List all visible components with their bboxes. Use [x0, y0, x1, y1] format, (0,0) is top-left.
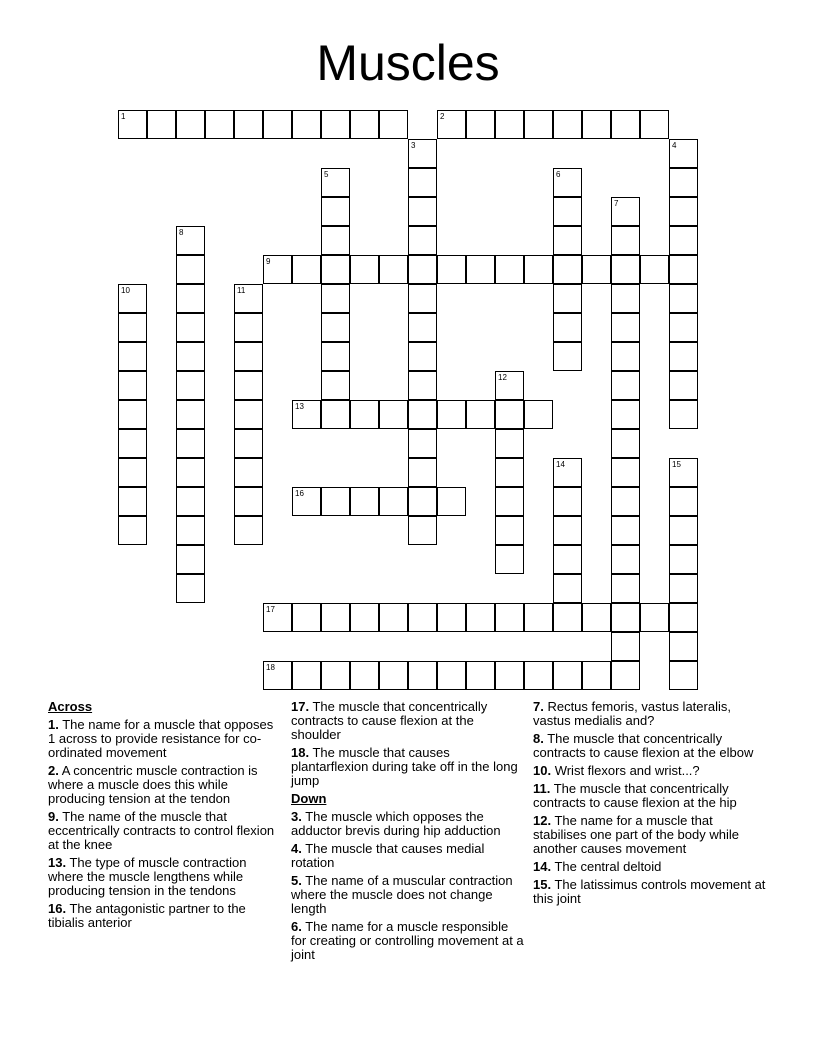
- crossword-cell[interactable]: [234, 371, 263, 400]
- clue-down-7: 7. Rectus femoris, vastus lateralis, vastus medialis and?: [533, 699, 731, 728]
- crossword-cell[interactable]: [495, 458, 524, 487]
- clue-down-4: 4. The muscle that causes medial rotation: [291, 841, 485, 870]
- crossword-cell[interactable]: [553, 168, 582, 197]
- crossword-cell[interactable]: [611, 487, 640, 516]
- crossword-cell[interactable]: [524, 661, 553, 690]
- down-clues: [533, 700, 768, 910]
- crossword-cell[interactable]: [669, 516, 698, 545]
- clue-down-6: 6. The name for a muscle responsible for creating or controlling movement at a joint: [291, 919, 524, 962]
- clue-across-13: 13. The type of muscle contraction where the muscle lengthens while producing tension in the tendons: [48, 855, 247, 898]
- puzzle-title: Muscles: [316, 35, 500, 91]
- crossword-cell[interactable]: [495, 371, 524, 400]
- crossword-cell[interactable]: [408, 371, 437, 400]
- crossword-cell[interactable]: [379, 487, 408, 516]
- crossword-cell[interactable]: [350, 487, 379, 516]
- crossword-cell[interactable]: [321, 284, 350, 313]
- crossword-cell[interactable]: [408, 458, 437, 487]
- crossword-cell[interactable]: [118, 400, 147, 429]
- crossword-cell[interactable]: [582, 661, 611, 690]
- crossword-cell[interactable]: [495, 661, 524, 690]
- crossword-cell[interactable]: [611, 603, 640, 632]
- crossword-cell[interactable]: [437, 661, 466, 690]
- crossword-cell[interactable]: [408, 487, 437, 516]
- crossword-cell[interactable]: [408, 342, 437, 371]
- crossword-cell[interactable]: [292, 255, 321, 284]
- crossword-cell[interactable]: [669, 545, 698, 574]
- crossword-cell[interactable]: [611, 661, 640, 690]
- crossword-cell[interactable]: [553, 545, 582, 574]
- crossword-cell[interactable]: [292, 400, 321, 429]
- crossword-cell[interactable]: [176, 429, 205, 458]
- crossword-cell[interactable]: [234, 313, 263, 342]
- crossword-cell[interactable]: [205, 110, 234, 139]
- crossword-cell[interactable]: [118, 516, 147, 545]
- crossword-cell[interactable]: [234, 400, 263, 429]
- crossword-cell[interactable]: [292, 487, 321, 516]
- clue-across-9: 9. The name of the muscle that eccentrically contracts to control flexion at the knee: [48, 809, 275, 852]
- clue-number: 10: [121, 286, 130, 295]
- crossword-cell[interactable]: [176, 255, 205, 284]
- crossword-cell[interactable]: [408, 603, 437, 632]
- crossword-cell[interactable]: [553, 255, 582, 284]
- crossword-cell[interactable]: [466, 400, 495, 429]
- clues-column-middle: [291, 700, 527, 966]
- crossword-cell[interactable]: [611, 110, 640, 139]
- crossword-cell[interactable]: [495, 110, 524, 139]
- crossword-cell[interactable]: [495, 429, 524, 458]
- clue-number: 8: [179, 228, 184, 237]
- crossword-cell[interactable]: [553, 110, 582, 139]
- crossword-cell[interactable]: [234, 516, 263, 545]
- clue-across-1: 1. The name for a muscle that opposes 1 across to provide resistance for co-ordinated movement: [48, 717, 274, 760]
- crossword-cell[interactable]: [495, 487, 524, 516]
- crossword-cell[interactable]: [466, 661, 495, 690]
- crossword-cell[interactable]: [379, 661, 408, 690]
- crossword-cell[interactable]: [611, 226, 640, 255]
- crossword-cell[interactable]: [176, 545, 205, 574]
- clue-number: 11: [237, 286, 246, 295]
- crossword-cell[interactable]: [118, 110, 147, 139]
- crossword-cell[interactable]: [321, 313, 350, 342]
- crossword-cell[interactable]: [350, 110, 379, 139]
- crossword-cell[interactable]: [408, 284, 437, 313]
- clue-across-18: 18. The muscle that causes plantarflexion during take off in the long jump: [291, 745, 518, 788]
- crossword-cell[interactable]: [611, 458, 640, 487]
- crossword-cell[interactable]: [321, 168, 350, 197]
- crossword-cell[interactable]: [321, 197, 350, 226]
- crossword-cell[interactable]: [176, 487, 205, 516]
- clue-down-15: 15. The latissimus controls movement at this joint: [533, 877, 766, 906]
- clue-down-11: 11. The muscle that concentrically contracts to cause flexion at the hip: [533, 781, 737, 810]
- crossword-cell[interactable]: [669, 197, 698, 226]
- crossword-cell[interactable]: [524, 255, 553, 284]
- crossword-cell[interactable]: [553, 284, 582, 313]
- crossword-cell[interactable]: [495, 516, 524, 545]
- crossword-cell[interactable]: [176, 110, 205, 139]
- clue-number: 3: [411, 141, 416, 150]
- crossword-cell[interactable]: [118, 284, 147, 313]
- crossword-cell[interactable]: [408, 313, 437, 342]
- crossword-cell[interactable]: [466, 110, 495, 139]
- clue-number: 5: [324, 170, 329, 179]
- crossword-cell[interactable]: [669, 255, 698, 284]
- crossword-cell[interactable]: [669, 371, 698, 400]
- crossword-cell[interactable]: [524, 603, 553, 632]
- crossword-cell[interactable]: [118, 458, 147, 487]
- clue-across-16: 16. The antagonistic partner to the tibialis anterior: [48, 901, 246, 930]
- crossword-cell[interactable]: [118, 487, 147, 516]
- crossword-cell[interactable]: [495, 545, 524, 574]
- clue-number: 4: [672, 141, 677, 150]
- crossword-cell[interactable]: [263, 603, 292, 632]
- crossword-cell[interactable]: [640, 110, 669, 139]
- crossword-cell[interactable]: [524, 400, 553, 429]
- crossword-cell[interactable]: [495, 603, 524, 632]
- crossword-cell[interactable]: [176, 458, 205, 487]
- crossword-cell[interactable]: [176, 516, 205, 545]
- crossword-cell[interactable]: [263, 255, 292, 284]
- crossword-cell[interactable]: [350, 661, 379, 690]
- crossword-cell[interactable]: [495, 255, 524, 284]
- crossword-cell[interactable]: [553, 487, 582, 516]
- crossword-cell[interactable]: [582, 255, 611, 284]
- crossword-cell[interactable]: [321, 400, 350, 429]
- crossword-cell[interactable]: [437, 487, 466, 516]
- crossword-cell[interactable]: [408, 255, 437, 284]
- crossword-cell[interactable]: [263, 110, 292, 139]
- crossword-cell[interactable]: [118, 342, 147, 371]
- crossword-cell[interactable]: [292, 110, 321, 139]
- crossword-cell[interactable]: [669, 342, 698, 371]
- crossword-cell[interactable]: [611, 284, 640, 313]
- crossword-cell[interactable]: [553, 458, 582, 487]
- crossword-cell[interactable]: [553, 574, 582, 603]
- crossword-cell[interactable]: [321, 342, 350, 371]
- crossword-cell[interactable]: [321, 371, 350, 400]
- crossword-cell[interactable]: [408, 168, 437, 197]
- crossword-cell[interactable]: [553, 603, 582, 632]
- clue-number: 15: [672, 460, 681, 469]
- crossword-cell[interactable]: [234, 458, 263, 487]
- crossword-cell[interactable]: [379, 110, 408, 139]
- clue-down-5: 5. The name of a muscular contraction where the muscle does not change length: [291, 873, 513, 916]
- crossword-cell[interactable]: [321, 255, 350, 284]
- clue-number: 16: [295, 489, 304, 498]
- crossword-cell[interactable]: [350, 603, 379, 632]
- crossword-cell[interactable]: [176, 400, 205, 429]
- crossword-cell[interactable]: [611, 574, 640, 603]
- crossword-cell[interactable]: [582, 603, 611, 632]
- crossword-cell[interactable]: [669, 400, 698, 429]
- crossword-cell[interactable]: [118, 313, 147, 342]
- crossword-cell[interactable]: [234, 429, 263, 458]
- crossword-cell[interactable]: [292, 603, 321, 632]
- crossword-cell[interactable]: [611, 255, 640, 284]
- crossword-cell[interactable]: [176, 342, 205, 371]
- crossword-cell[interactable]: [379, 400, 408, 429]
- crossword-cell[interactable]: [553, 342, 582, 371]
- crossword-cell[interactable]: [611, 400, 640, 429]
- crossword-cell[interactable]: [350, 255, 379, 284]
- crossword-cell[interactable]: [321, 110, 350, 139]
- crossword-cell[interactable]: [118, 371, 147, 400]
- crossword-cell[interactable]: [669, 661, 698, 690]
- crossword-cell[interactable]: [321, 603, 350, 632]
- crossword-cell[interactable]: [611, 632, 640, 661]
- crossword-cell[interactable]: [437, 400, 466, 429]
- crossword-cell[interactable]: [321, 226, 350, 255]
- crossword-cell[interactable]: [553, 226, 582, 255]
- crossword-cell[interactable]: [611, 545, 640, 574]
- crossword-cell[interactable]: [408, 429, 437, 458]
- crossword-cell[interactable]: [118, 429, 147, 458]
- crossword-cell[interactable]: [176, 284, 205, 313]
- down-heading: Down: [291, 791, 327, 806]
- crossword-cell[interactable]: [176, 574, 205, 603]
- crossword-cell[interactable]: [669, 139, 698, 168]
- crossword-cell[interactable]: [408, 139, 437, 168]
- crossword-cell[interactable]: [234, 284, 263, 313]
- crossword-cell[interactable]: [669, 168, 698, 197]
- crossword-cell[interactable]: [553, 197, 582, 226]
- across-heading: Across: [48, 699, 93, 714]
- crossword-cell[interactable]: [669, 574, 698, 603]
- clue-number: 13: [295, 402, 304, 411]
- clue-number: 2: [440, 112, 445, 121]
- crossword-cell[interactable]: [640, 603, 669, 632]
- crossword-cell[interactable]: [234, 342, 263, 371]
- crossword-cell[interactable]: [640, 255, 669, 284]
- crossword-cell[interactable]: [408, 226, 437, 255]
- crossword-cell[interactable]: [611, 313, 640, 342]
- crossword-cell[interactable]: [408, 197, 437, 226]
- crossword-cell[interactable]: [321, 487, 350, 516]
- crossword-cell[interactable]: [147, 110, 176, 139]
- crossword-cell[interactable]: [234, 487, 263, 516]
- crossword-cell[interactable]: [553, 661, 582, 690]
- across-clues: [48, 700, 276, 934]
- clue-down-3: 3. The muscle which opposes the adductor brevis during hip adduction: [291, 809, 501, 838]
- crossword-cell[interactable]: [437, 255, 466, 284]
- crossword-cell[interactable]: [379, 255, 408, 284]
- crossword-cell[interactable]: [495, 400, 524, 429]
- crossword-cell[interactable]: [669, 284, 698, 313]
- clue-down-8: 8. The muscle that concentrically contracts to cause flexion at the elbow: [533, 731, 754, 760]
- crossword-cell[interactable]: [611, 429, 640, 458]
- crossword-cell[interactable]: [176, 313, 205, 342]
- clue-down-10: 10. Wrist flexors and wrist...?: [533, 763, 700, 778]
- crossword-cell[interactable]: [611, 516, 640, 545]
- crossword-cell[interactable]: [466, 255, 495, 284]
- crossword-cell[interactable]: [669, 603, 698, 632]
- crossword-cell[interactable]: [611, 342, 640, 371]
- crossword-cell[interactable]: [611, 197, 640, 226]
- clue-number: 12: [498, 373, 507, 382]
- crossword-cell[interactable]: [611, 371, 640, 400]
- crossword-cell[interactable]: [437, 603, 466, 632]
- crossword-cell[interactable]: [669, 632, 698, 661]
- crossword-cell[interactable]: [234, 110, 263, 139]
- crossword-cell[interactable]: [582, 110, 611, 139]
- crossword-cell[interactable]: [669, 313, 698, 342]
- crossword-cell[interactable]: [176, 226, 205, 255]
- clue-across-2: 2. A concentric muscle contraction is where a muscle does this while producing tension at the tendon: [48, 763, 258, 806]
- clue-down-14: 14. The central deltoid: [533, 859, 662, 874]
- crossword-cell[interactable]: [408, 516, 437, 545]
- crossword-cell[interactable]: [321, 661, 350, 690]
- crossword-cell[interactable]: [553, 313, 582, 342]
- crossword-cell[interactable]: [524, 110, 553, 139]
- clue-number: 1: [121, 112, 126, 121]
- crossword-cell[interactable]: [379, 603, 408, 632]
- crossword-cell[interactable]: [263, 661, 292, 690]
- clue-number: 18: [266, 663, 275, 672]
- crossword-cell[interactable]: [466, 603, 495, 632]
- clue-down-12: 12. The name for a muscle that stabilises one part of the body while another causes movement: [533, 813, 739, 856]
- clue-number: 14: [556, 460, 565, 469]
- crossword-cell[interactable]: [669, 487, 698, 516]
- clue-across-17: 17. The muscle that concentrically contracts to cause flexion at the shoulder: [291, 699, 488, 742]
- crossword-cell[interactable]: [437, 110, 466, 139]
- clue-number: 6: [556, 170, 561, 179]
- crossword-cell[interactable]: [176, 371, 205, 400]
- crossword-cell[interactable]: [408, 400, 437, 429]
- clue-number: 9: [266, 257, 271, 266]
- crossword-cell[interactable]: [292, 661, 321, 690]
- crossword-cell[interactable]: [669, 458, 698, 487]
- crossword-cell[interactable]: [669, 226, 698, 255]
- crossword-cell[interactable]: [350, 400, 379, 429]
- clue-number: 17: [266, 605, 275, 614]
- crossword-cell[interactable]: [553, 516, 582, 545]
- clue-number: 7: [614, 199, 619, 208]
- crossword-cell[interactable]: [408, 661, 437, 690]
